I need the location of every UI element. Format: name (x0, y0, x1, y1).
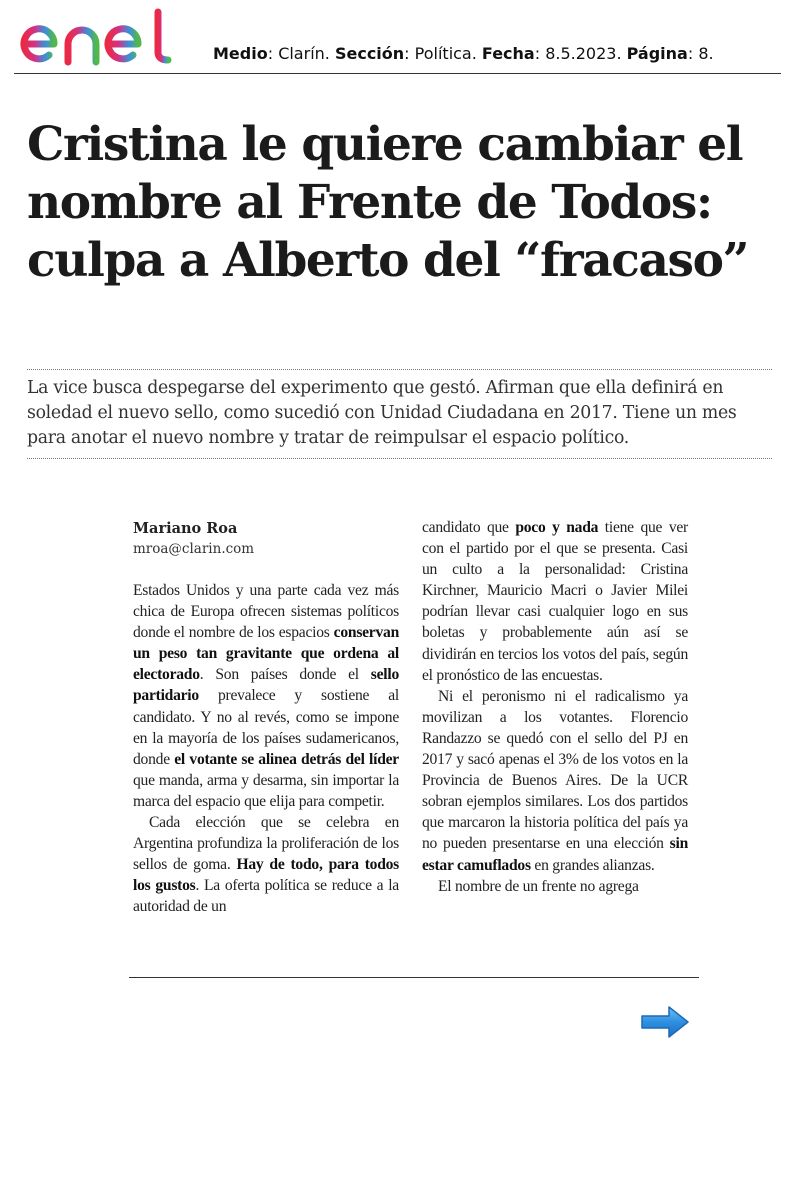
pagina-value: 8 (698, 44, 709, 63)
author-name: Mariano Roa (133, 520, 238, 537)
source-metadata: Medio: Clarín. Sección: Política. Fecha: 8.5.2023. Página: 8. (213, 44, 714, 63)
lead-paragraph: La vice busca despegarse del experimento que gestó. Afirman que ella definirá en soledad el nuevo sello, como sucedió con Unidad Ciudadana en 2017. Tiene un mes para anotar el nuevo nombre y tratar de reimpulsar el espacio político. (27, 378, 737, 448)
header-divider (14, 73, 781, 74)
enel-logo (18, 8, 180, 68)
pagina-label: Página (626, 44, 688, 63)
paragraph: candidato que poco y nada tiene que ver con el partido por el que se presenta. Casi un culto a la personalidad: Cristina Kirchner, Mauricio Macri o Javier Milei podrían llevar casi cualquier logo en sus boletas y probablemente aún así se dividirán en tercios los votos del país, según el pronóstico de las encuestas. (422, 519, 688, 684)
lead-box (27, 369, 772, 459)
article-column-right (422, 517, 688, 897)
headline: Cristina le quiere cambiar el nombre al Frente de Todos: culpa a Alberto del “fracaso” (27, 117, 749, 288)
fecha-value: 8.5.2023 (545, 44, 617, 63)
seccion-value: Política (414, 44, 472, 63)
paragraph: Cada elección que se celebra en Argentina profundiza la proliferación de los sellos de goma. Hay de todo, para todos los gustos. La oferta política se reduce a la autoridad de un (133, 814, 400, 916)
paragraph: Ni el peronismo ni el radicalismo ya movilizan a los votantes. Florencio Randazzo se quedó con el sello del PJ en 2017 y sacó apenas el 3% de los votos en la Provincia de Buenos Aires. De la UCR sobran ejemplos similares. Los dos partidos que marcaron la historia política del país ya no pueden presentarse en una elección sin estar camuflados en grandes alianzas. (422, 687, 688, 874)
medio-label: Medio (213, 44, 268, 63)
seccion-label: Sección (334, 44, 405, 63)
bottom-divider (129, 977, 699, 978)
medio-value: Clarín (278, 44, 325, 63)
paragraph: Estados Unidos y una parte cada vez más chica de Europa ofrecen sistemas políticos donde el nombre de los espacios conservan un peso tan gravitante que ordena al electorado. Son países donde el sello partidario prevalece y sostiene al candidato. Y no al revés, como se impone en la mayoría de los países sudamericanos, donde el votante se alinea detrás del líder que manda, arma y desarma, sin importar la marca del espacio que elija para competir. (133, 582, 399, 810)
paragraph: El nombre de un frente no agrega (438, 877, 639, 895)
arrow-right-icon[interactable] (639, 1004, 691, 1040)
fecha-label: Fecha (481, 44, 535, 63)
article-column-left (133, 580, 399, 918)
author-email: mroa@clarin.com (133, 541, 255, 557)
